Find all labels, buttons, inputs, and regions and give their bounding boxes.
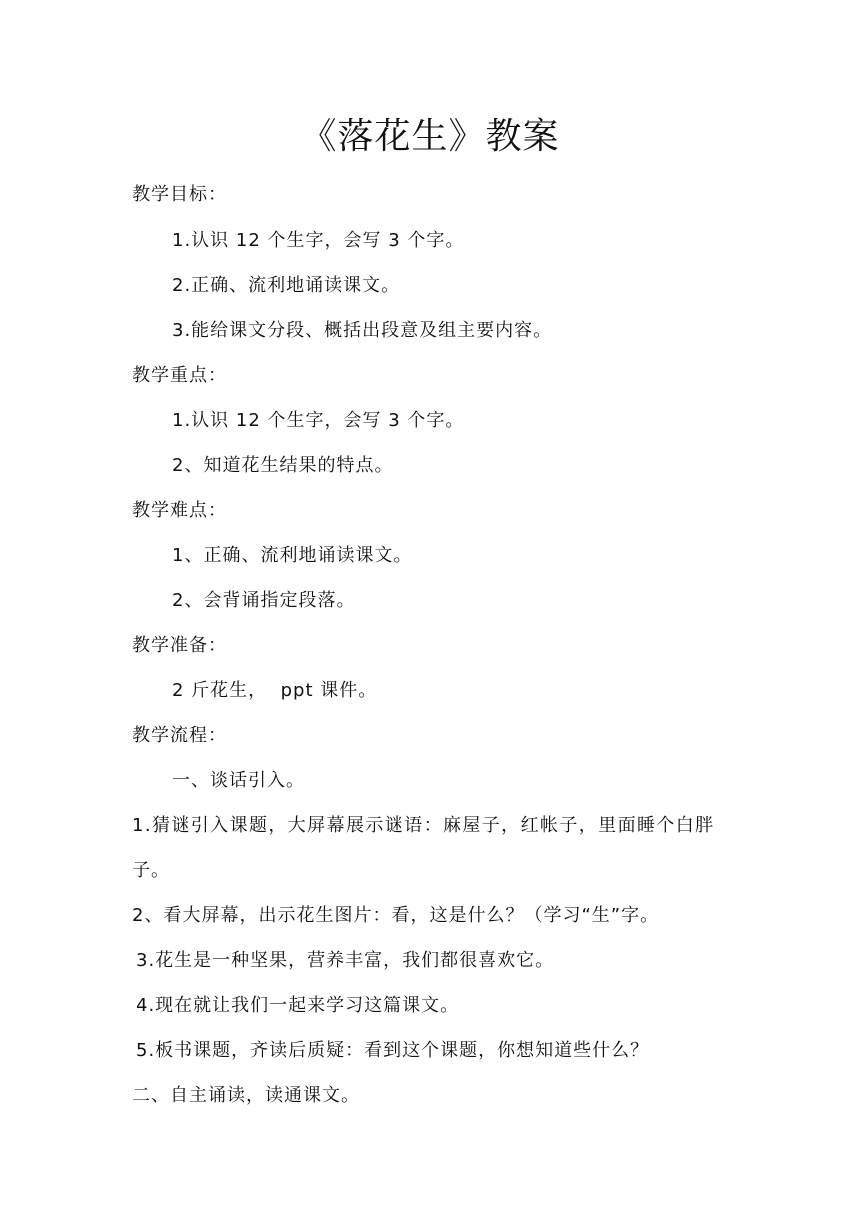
process-item: 5.板书课题，齐读后质疑：看到这个课题，你想知道些什么？ [136, 1040, 650, 1061]
objective-item: 1.认识 12 个生字，会写 3 个字。 [172, 230, 465, 251]
difficulty-item: 2、会背诵指定段落。 [172, 590, 356, 611]
key-point-item: 1.认识 12 个生字，会写 3 个字。 [172, 410, 465, 431]
objective-item: 2.正确、流利地诵读课文。 [172, 275, 401, 296]
difficulty-item: 1、正确、流利地诵读课文。 [172, 545, 413, 566]
objectives-heading: 教学目标： [132, 184, 227, 205]
preparation-item: 2 斤花生， ppt 课件。 [172, 680, 378, 701]
process-item: 4.现在就让我们一起来学习这篇课文。 [136, 995, 460, 1016]
process-item: 1.猜谜引入课题，大屏幕展示谜语：麻屋子，红帐子，里面睡个白胖 [132, 815, 715, 836]
objective-item: 3.能给课文分段、概括出段意及组主要内容。 [172, 320, 553, 341]
process-item: 2、看大屏幕，出示花生图片：看，这是什么？（学习“生”字。 [132, 905, 660, 926]
process-item: 子。 [132, 860, 170, 881]
document-title: 《落花生》教案 [300, 116, 560, 157]
process-step1-heading: 一、谈话引入。 [172, 770, 305, 791]
key-point-item: 2、知道花生结果的特点。 [172, 455, 394, 476]
preparation-heading: 教学准备： [132, 635, 227, 656]
key-points-heading: 教学重点： [132, 365, 227, 386]
process-step2-heading: 二、自主诵读，读通课文。 [132, 1085, 360, 1106]
process-item: 3.花生是一种坚果，营养丰富，我们都很喜欢它。 [136, 950, 555, 971]
difficulties-heading: 教学难点： [132, 500, 227, 521]
process-heading: 教学流程： [132, 725, 227, 746]
